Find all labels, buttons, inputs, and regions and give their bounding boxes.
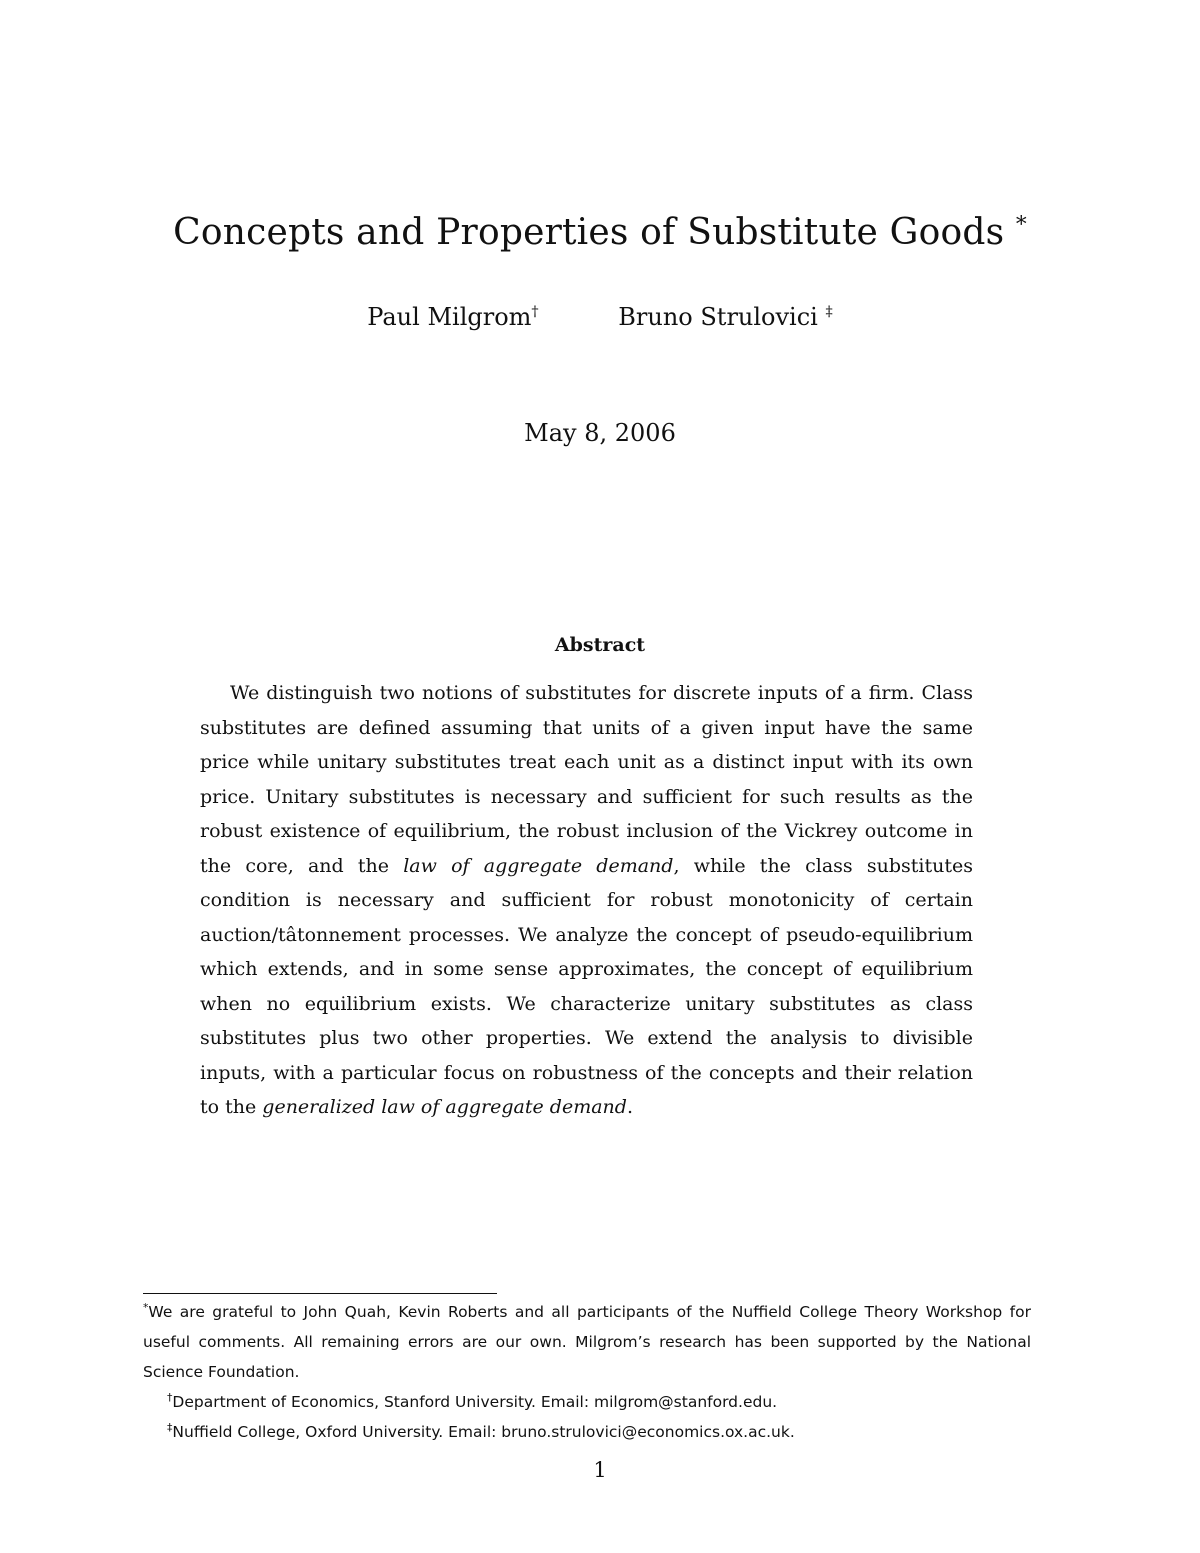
footnote-milgrom-affiliation (143, 1387, 1031, 1417)
footnotes (143, 1297, 1031, 1447)
author-milgrom (367, 303, 538, 331)
author-footnote-mark: † (531, 304, 539, 320)
footnote-text: Department of Economics, Stanford University. Email: milgrom@stanford.edu. (172, 1393, 778, 1411)
abstract-body (200, 676, 973, 1125)
footnote-text: We are grateful to John Quah, Kevin Roberts and all participants of the Nuffield College Theory Workshop for useful comments. All remaining errors are our own. Milgrom’s research has been supported by the National Science Foundation. (143, 1303, 1031, 1381)
title-footnote-mark: * (1015, 212, 1027, 237)
page-number: 1 (593, 1458, 607, 1482)
author-name: Paul Milgrom (367, 303, 532, 331)
author-footnote-mark: ‡ (825, 304, 833, 320)
author-name: Bruno Strulovici (618, 303, 818, 331)
footnote-divider (143, 1293, 497, 1294)
abstract-text-part-2: , while the class substitutes condition is necessary and sufficient for robust monotonicity of certain auction/tâtonnement processes. We analyze the concept of pseudo-equilibrium which extends, and in some sense approximates, the concept of equilibrium when no equilibrium exists. We characterize unitary substitutes as class substitutes plus two other properties. We extend the analysis to divisible inputs, with a particular focus on robustness of the concepts and their relation to the (200, 854, 973, 1118)
author-strulovici (618, 303, 832, 331)
abstract-text-part-3: . (626, 1096, 633, 1118)
abstract-italic-generalized-law: generalized law of aggregate demand (262, 1096, 627, 1118)
footnote-acknowledgements (143, 1297, 1031, 1387)
footnote-text: Nuffield College, Oxford University. Email: bruno.strulovici@economics.ox.ac.uk. (172, 1423, 795, 1441)
footnote-strulovici-affiliation (143, 1417, 1031, 1447)
paper-title (0, 212, 1200, 253)
abstract-italic-law-of-aggregate-demand: law of aggregate demand (403, 854, 674, 877)
abstract-heading: Abstract (554, 634, 646, 656)
publication-date: May 8, 2006 (524, 419, 676, 447)
author-list (0, 303, 1200, 331)
footnote-mark: † (167, 1390, 173, 1404)
footnote-mark: ‡ (167, 1420, 173, 1434)
paper-title-text: Concepts and Properties of Substitute Goods (173, 212, 1005, 253)
footnote-mark: * (143, 1300, 149, 1314)
abstract-text-part-1: We distinguish two notions of substitutes for discrete inputs of a firm. Class substitutes are defined assuming that units of a given input have the same price while unitary substitutes treat each unit as a distinct input with its own price. Unitary substitutes is necessary and sufficient for such results as the robust existence of equilibrium, the robust inclusion of the Vickrey outcome in the core, and the (200, 682, 973, 877)
